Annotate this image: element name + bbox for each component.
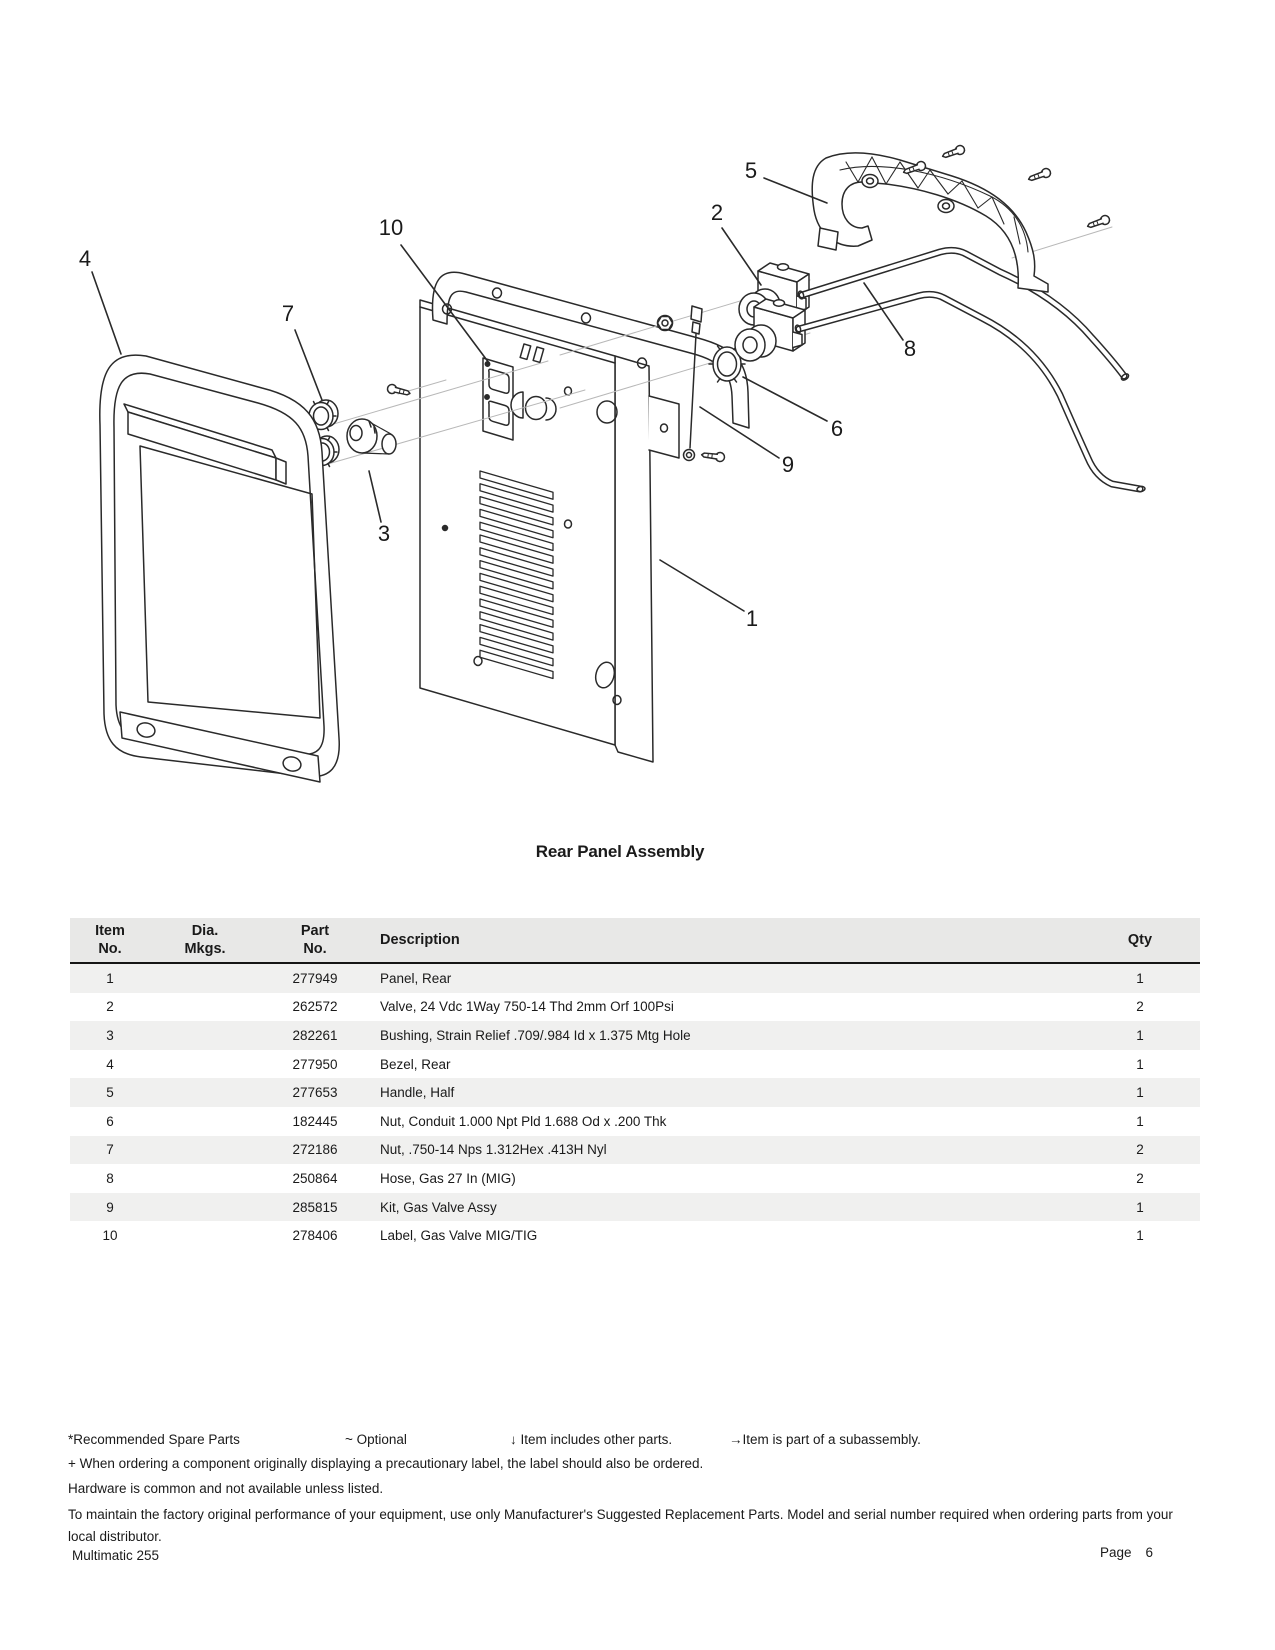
table-row	[70, 1050, 1200, 1079]
cell-qty: 1	[1136, 1228, 1144, 1244]
cell-qty: 1	[1136, 1113, 1144, 1129]
cell-item: 3	[106, 1027, 114, 1043]
callout-label-3: 3	[377, 521, 391, 546]
cell-part: 282261	[292, 1027, 338, 1043]
cell-item: 6	[106, 1113, 114, 1129]
callout-label-8: 8	[903, 336, 917, 361]
cell-item: 9	[106, 1199, 114, 1215]
cable-screw	[701, 450, 725, 462]
cell-qty: 1	[1136, 1199, 1144, 1215]
handle-half	[812, 153, 1048, 292]
handle-screw-3	[1027, 167, 1052, 183]
col-header-item-no: Item No.	[95, 922, 125, 957]
callout-label-4: 4	[78, 246, 92, 271]
table-row	[70, 964, 1200, 993]
cell-desc: Valve, 24 Vdc 1Way 750-14 Thd 2mm Orf 100Psi	[380, 999, 674, 1015]
footnote-subassembly: →Item is part of a subassembly.	[729, 1432, 921, 1447]
table-row	[70, 1107, 1200, 1136]
table-row	[70, 1078, 1200, 1107]
cell-part: 277950	[292, 1056, 338, 1072]
cell-desc: Bushing, Strain Relief .709/.984 Id x 1.375 Mtg Hole	[380, 1027, 691, 1043]
callout-label-5: 5	[744, 158, 758, 183]
cell-desc: Label, Gas Valve MIG/TIG	[380, 1228, 538, 1244]
page-indicator	[1100, 1545, 1153, 1560]
cell-desc: Nut, Conduit 1.000 Npt Pld 1.688 Od x .200 Thk	[380, 1113, 667, 1129]
hex-nut	[658, 316, 673, 331]
rear-panel-assembly-drawing	[0, 0, 1275, 820]
col-header-dia-mkgs: Dia. Mkgs.	[184, 922, 226, 957]
col-header-part-no: Part No.	[300, 922, 330, 957]
page-label: Page	[1100, 1545, 1132, 1560]
flange-bracket	[649, 396, 679, 458]
table-row	[70, 1221, 1200, 1250]
gas-hose-lower	[794, 294, 1145, 492]
cell-desc: Bezel, Rear	[380, 1056, 451, 1072]
footnote-spare-parts: *Recommended Spare Parts	[68, 1432, 240, 1447]
callout-label-7: 7	[281, 301, 295, 326]
cell-desc: Kit, Gas Valve Assy	[380, 1199, 497, 1215]
cell-part: 250864	[292, 1170, 338, 1186]
panel-screw	[387, 384, 411, 398]
model-name: Multimatic 255	[72, 1548, 160, 1563]
cell-item: 5	[106, 1085, 114, 1101]
cell-desc: Hose, Gas 27 In (MIG)	[380, 1170, 516, 1186]
cell-qty: 1	[1136, 1056, 1144, 1072]
cell-item: 4	[106, 1056, 114, 1072]
footnote-precaution: + When ordering a component originally displaying a precautionary label, the label should also be ordered.	[68, 1456, 704, 1471]
callout-label-6: 6	[830, 416, 844, 441]
cell-part: 262572	[292, 999, 338, 1015]
label-plate	[483, 358, 513, 440]
exploded-diagram	[0, 0, 1275, 820]
cell-desc: Panel, Rear	[380, 970, 452, 986]
col-header-description: Description	[380, 931, 460, 948]
callout-label-9: 9	[781, 452, 795, 477]
strain-relief-bushing	[347, 419, 396, 454]
cell-part: 272186	[292, 1142, 338, 1158]
footnote-hardware: Hardware is common and not available unless listed.	[68, 1481, 384, 1496]
cell-part: 285815	[292, 1199, 338, 1215]
callout-label-1: 1	[745, 606, 759, 631]
cell-item: 7	[106, 1142, 114, 1158]
callout-label-2: 2	[710, 200, 724, 225]
gas-valve-kit-cable	[684, 306, 703, 461]
table-row	[70, 1164, 1200, 1193]
cell-item: 1	[106, 970, 114, 986]
footnote-optional: ~ Optional	[345, 1432, 407, 1447]
cell-qty: 2	[1136, 999, 1144, 1015]
callout-label-10: 10	[378, 215, 404, 240]
cell-qty: 2	[1136, 1142, 1144, 1158]
col-header-qty: Qty	[1127, 931, 1153, 948]
table-row	[70, 1136, 1200, 1165]
table-title: Rear Panel Assembly	[535, 842, 705, 861]
rear-panel	[420, 272, 749, 762]
cell-part: 277653	[292, 1085, 338, 1101]
parts-table	[70, 918, 1200, 1250]
page-number: 6	[1145, 1545, 1154, 1560]
cell-item: 2	[106, 999, 114, 1015]
table-row	[70, 993, 1200, 1022]
table-header-row	[70, 918, 1200, 964]
table-row	[70, 1193, 1200, 1222]
cell-qty: 1	[1136, 1027, 1144, 1043]
cell-part: 277949	[292, 970, 338, 986]
cell-item: 10	[102, 1228, 118, 1244]
handle-screw-2	[941, 144, 966, 160]
cell-desc: Handle, Half	[380, 1085, 455, 1101]
rear-bezel	[100, 355, 339, 782]
footnote-maintain: To maintain the factory original performance of your equipment, use only Manufacturer's Suggested Replacement Parts. Model and serial number required when ordering parts from your local distributor.	[68, 1507, 1173, 1544]
table-row	[70, 1021, 1200, 1050]
cell-part: 182445	[292, 1113, 338, 1129]
footnote-includes: ↓ Item includes other parts.	[510, 1432, 673, 1447]
cell-qty: 1	[1136, 970, 1144, 986]
cell-item: 8	[106, 1170, 114, 1186]
cell-qty: 1	[1136, 1085, 1144, 1101]
cell-qty: 2	[1136, 1170, 1144, 1186]
cell-part: 278406	[292, 1228, 338, 1244]
cell-desc: Nut, .750-14 Nps 1.312Hex .413H Nyl	[380, 1142, 607, 1158]
table-body	[70, 964, 1200, 1250]
